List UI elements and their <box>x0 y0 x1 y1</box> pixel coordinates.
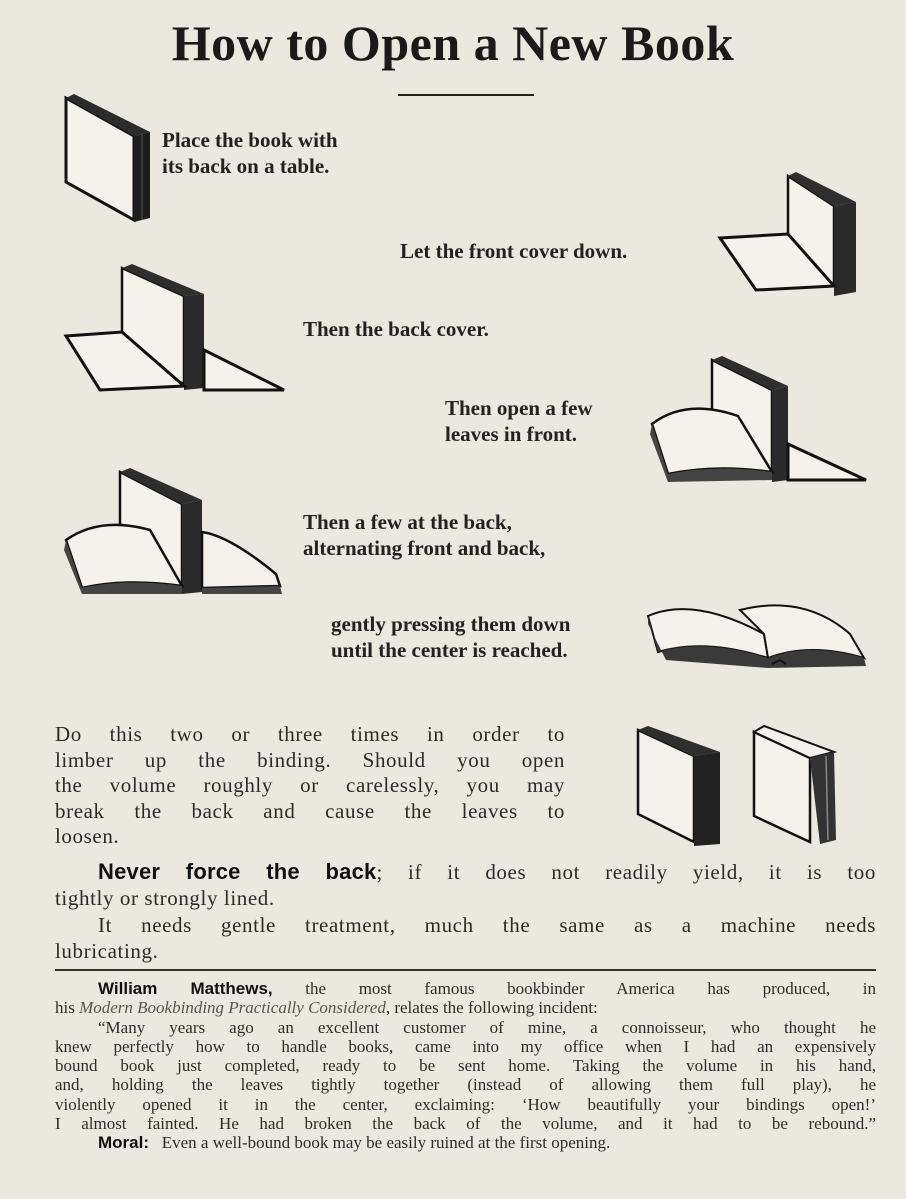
two-books-illustration <box>634 722 854 848</box>
step-text: Let the front cover down. <box>400 239 628 263</box>
step-text: Place the book with its back on a table. <box>162 128 338 178</box>
quote-line: “Many years ago an excellent customer of mine, a connoisseur, who thought he <box>98 1017 876 1037</box>
page-title: How to Open a New Book <box>171 15 735 71</box>
back-cover-down-illustration <box>62 262 292 397</box>
open-book-illustration <box>644 594 870 674</box>
author-name: William Matthews, <box>98 979 273 998</box>
section-divider <box>55 969 876 971</box>
moral-label: Moral: <box>98 1133 149 1153</box>
quote-line: I almost fainted. He had broken the back of the volume, and it had to be rebound.” <box>55 1114 876 1134</box>
anecdote-block: William Matthews, the most famous bookbinder America has produced, in his Modern Bookbinding Practically Considered, relates the following incident: “Many years ago an excellent customer of mine, a connoisseur, who thought he knew perfectly how to handle books, came into my office when I had an expensively bound book just completed, ready to be sent home. Taking the volume in his hand, and, holding the leaves tightly together (instead of allowing them full play), he violently opened it in the center, exclaiming: ‘How beautifully your bindings open!’ I almost fainted. He had broken the back of the volume, and it had to be rebound.” Moral: Even a well-bound book may be easily ruined at the first opening. <box>55 979 877 1153</box>
quote-line: violently opened it in the center, exclaiming: ‘How beautifully your bindings open!’ <box>55 1094 876 1114</box>
step-text: Then the back cover. <box>303 317 489 341</box>
warning-emphasis: Never force the back <box>98 859 377 884</box>
warning-paragraph: Never force the back; if it does not readily yield, it is too tightly or strongly lined. <box>55 859 876 910</box>
step-text: Then a few at the back, alternating front and back, <box>303 510 546 560</box>
step-text: Then open a few leaves in front. <box>445 396 593 446</box>
treatment-paragraph: It needs gentle treatment, much the same as a machine needs lubricating. <box>55 913 876 963</box>
quote-line: knew perfectly how to handle books, came into my office when I had an expensively <box>55 1036 876 1056</box>
leaves-at-back-illustration <box>60 466 288 598</box>
leaves-in-front-illustration <box>646 354 872 484</box>
quote-line: and, holding the leaves tightly together (instead of allowing them full play), he <box>55 1075 876 1095</box>
book-title: Modern Bookbinding Practically Considered <box>79 998 386 1018</box>
front-cover-down-illustration <box>716 168 876 300</box>
quote-line: bound book just completed, ready to be sent home. Taking the volume in his hand, <box>55 1056 876 1076</box>
moral-line: Moral: Even a well-bound book may be easily ruined at the first opening. <box>98 1133 611 1153</box>
step-text: gently pressing them down until the center is reached. <box>331 612 571 662</box>
instruction-paragraph: Do this two or three times in order to limber up the binding. Should you open the volume roughly or carelessly, you may break the back and cause the leaves to loosen. <box>55 722 565 848</box>
closed-book-illustration <box>58 92 158 227</box>
title-underline <box>398 94 534 96</box>
